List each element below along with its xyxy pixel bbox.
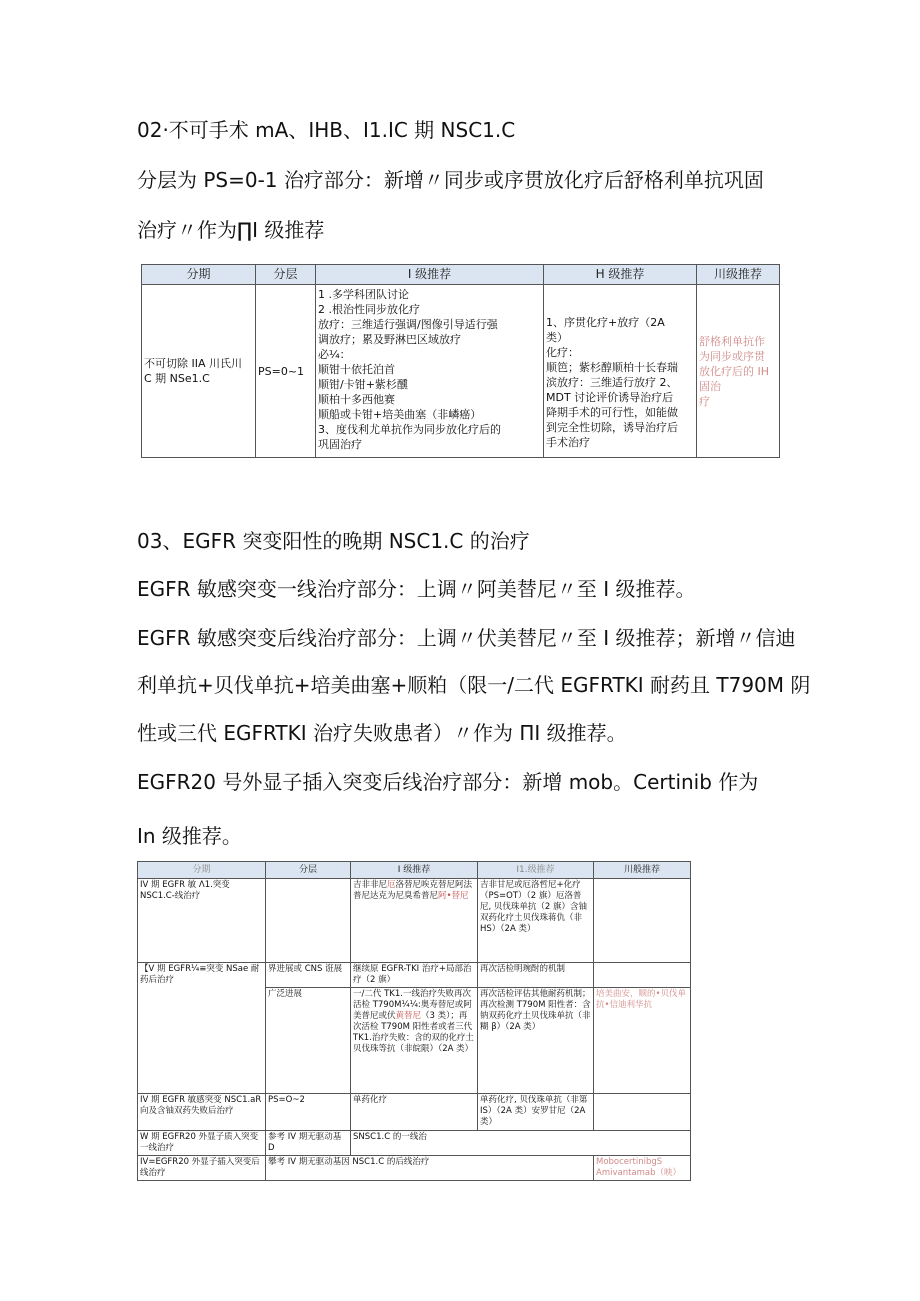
cell-text: 洛替尼唉克替尼阿法普尼达克为尼臭希普尼 — [353, 880, 473, 901]
table-row — [138, 963, 691, 988]
level1-cell — [351, 988, 478, 1094]
cell-line: 舒格利单抗作 — [699, 334, 765, 348]
cell-line: 2 .根治性同步放化疗 — [318, 303, 420, 316]
header-level2: H 级推荐 — [544, 265, 697, 285]
header-level1: I 级推荐 — [351, 862, 478, 879]
header-layer: 分层 — [256, 265, 316, 285]
cell-text: 参考 IV 期无驱动基 D — [268, 1132, 342, 1153]
cell-text: 吉非非尼 — [353, 880, 388, 890]
cell-text: 一/二代 TK1.一线治疗失败再次活检 T790M¼¼:奥寿替尼或阿美普尼或伏 — [353, 989, 472, 1021]
paragraph-line: EGFR20 号外显子插入突变后线治疗部分：新增 mob。Certinib 作为 — [137, 770, 759, 794]
level2-cell: 吉非甘尼或厄洛哲尼+化疗（PS=OT）（2 旗）厄洛普尼, 贝伐珠单抗（2 旗）含铀双药化疗土贝伐珠蒋仇（非 HS）（2A 类） — [478, 879, 594, 963]
cell-line: 滨放疗：三维适行放疗 2、 — [546, 376, 678, 389]
cell-line: 手术治疗 — [546, 436, 590, 449]
cell-line: 顺笆；紫杉醇顺柏十长春瑞 — [546, 361, 678, 374]
stage-cell — [138, 1156, 266, 1181]
level3-cell: 培美曲安，顺的•贝伐单抗•信迪利华抗 — [594, 988, 691, 1094]
level1-cell: SNSC1.C 的一线治 — [351, 1131, 691, 1156]
cell-line: 为同步或序贯 — [699, 349, 765, 363]
cell-line: 顺柏十多西他赛 — [318, 393, 395, 406]
cell-line: 放化疗后的 IH — [699, 364, 770, 378]
cell-text: W 期 EGFR20 外显子质入突变一线治疗 — [140, 1132, 259, 1153]
level1-cell: 单药化疗 — [351, 1094, 478, 1131]
level1-cell — [351, 879, 478, 963]
stage-cell: 不可切除 IIA 川氏川 C 期 NSe1.C — [142, 285, 256, 458]
cell-line: 疗 — [699, 394, 710, 408]
cell-text-red: 阿•替尼 — [438, 891, 469, 901]
header-stage: 分期 — [142, 265, 256, 285]
cell-text: IV=EGFR20 外显子插入突变后线治疗 — [140, 1157, 260, 1178]
cell-line: 固治 — [699, 379, 721, 393]
table-row — [138, 879, 691, 963]
level2-cell: 再次活检明琬酎的机制 — [478, 963, 594, 988]
cell-line: 1 .多学科团队讨论 — [318, 288, 409, 301]
cell-line: 顺船或卡钳+培美曲塞（非嶙癌） — [318, 408, 482, 421]
cell-text: IV 期 EGFR 敏感突变 NSC1.aR 向及含铀双药失败后治疗 — [140, 1095, 262, 1116]
header-stage: 分期 — [138, 862, 266, 879]
cell-line: 顺钳十依托泊首 — [318, 363, 395, 376]
header-level3: 川级推荐 — [697, 265, 780, 285]
cell-line: 放疗：三维适行强调/图像引导适行强 — [318, 318, 498, 331]
stage-cell — [138, 1094, 266, 1131]
level3-cell — [697, 285, 780, 458]
cell-line: 1、序贯化疗+放疗（2A — [546, 316, 665, 329]
layer-cell: 广泛进展 — [266, 988, 351, 1094]
paragraph-line: EGFR 敏感突变一线治疗部分：上调〃阿美替尼〃至 I 级推荐。 — [137, 577, 696, 601]
paragraph-line: EGFR 敏感突变后线治疗部分：上调〃伏美替尼〃至 I 级推荐；新增〃信迪 — [137, 626, 796, 650]
section-heading-03: 03、EGFR 突变阳性的晚期 NSC1.C 的治疗 — [137, 529, 530, 553]
paragraph-line: 利单抗+贝伐单抗+培美曲塞+顺粕（限一/二代 EGFRTKI 耐药且 T790M 阴 — [137, 673, 811, 697]
level3-cell — [594, 879, 691, 963]
table-row — [138, 1156, 691, 1181]
header-level2: I1.级推荐 — [478, 862, 594, 879]
cell-line: 到完全性切除，诱导治疗后 — [546, 421, 678, 434]
stage-cell: 【V 期 EGFR¼≡突变 NSae 耐药后治疗 — [138, 963, 266, 1094]
cell-line: 类） — [546, 331, 568, 344]
paragraph-line: 性或三代 EGFRTKI 治疗失败患者）〃作为 ΠI 级推荐。 — [137, 721, 627, 745]
level2-cell — [544, 285, 697, 458]
cell-line: MDT 讨论评价诱导治疗后 — [546, 391, 674, 404]
stage-iii-recommendation-table — [141, 264, 780, 458]
cell-line: 调放疗；累及野淋巴区域放疗 — [318, 333, 461, 346]
header-level3: 川般推荐 — [594, 862, 691, 879]
cell-line: 巩固治疗 — [318, 438, 362, 451]
table-header-row — [142, 265, 780, 285]
paragraph-line: 治疗〃作为∏I 级推荐 — [137, 218, 325, 242]
stage-cell — [138, 1131, 266, 1156]
level1-cell — [316, 285, 544, 458]
paragraph-line: In 级推荐。 — [137, 824, 242, 848]
cell-text-red: 厄 — [387, 880, 396, 890]
paragraph-line: 分层为 PS=0-1 治疗部分：新增〃同步或序贯放化疗后舒格利单抗巩固 — [137, 168, 764, 192]
cell-text: 单药化疗, 贝伐珠单抗（非第 IS）（2A 类）安罗甘尼（2A 类） — [480, 1095, 588, 1127]
layer-cell: PS=O~2 — [266, 1094, 351, 1131]
header-level1: I 级推荐 — [316, 265, 544, 285]
cell-line: 降期手术的可行性，如能做 — [546, 406, 678, 419]
merged-cell: 攀考 IV 期无驱动基因 NSC1.C 的后线治疗 — [266, 1156, 594, 1181]
table-row — [142, 285, 780, 458]
level1-cell: 继续原 EGFR-TKI 治疗+局部治疗（2 旗） — [351, 963, 478, 988]
cell-line: 顺钳/卡钳+紫杉醺 — [318, 378, 408, 391]
cell-text: （3 类）；再次活检 T790M 阳性者或者三代 TK1.治疗失败：含的双的化疗土贝伐珠等抗（非皖限）（2A 类） — [353, 1011, 474, 1054]
table-row — [138, 1094, 691, 1131]
layer-cell: PS=0~1 — [256, 285, 316, 458]
level3-cell: MobocertinibgS Amivantamab（映） — [594, 1156, 691, 1181]
layer-cell — [266, 879, 351, 963]
level3-cell — [594, 1094, 691, 1131]
cell-line: 3、度伐利尤单抗作为同步放化疗后的 — [318, 423, 501, 436]
cell-line: 必¼： — [318, 348, 351, 361]
header-layer: 分层 — [266, 862, 351, 879]
section-heading-02: 02·不可手术 mA、IHB、I1.IC 期 NSC1.C — [137, 118, 516, 142]
level3-cell — [594, 963, 691, 988]
level2-cell — [478, 1094, 594, 1131]
cell-line: 化疗： — [546, 346, 579, 359]
cell-text-red: 黄替尼 — [395, 1011, 422, 1021]
stage-cell: IV 期 EGFR 敏 Λ1.突变 NSC1.C-线治疗 — [138, 879, 266, 963]
table-row — [138, 1131, 691, 1156]
level2-cell: 再次活检评估其他耐药机制；再次检测 T790M 阳性者：含钠双药化疗土贝伐珠单抗（非糊 β）（2A 类） — [478, 988, 594, 1094]
table-header-row — [138, 862, 691, 879]
layer-cell — [266, 1131, 351, 1156]
layer-cell: 界进展或 CNS 诳展 — [266, 963, 351, 988]
egfr-recommendation-table — [137, 861, 691, 1181]
